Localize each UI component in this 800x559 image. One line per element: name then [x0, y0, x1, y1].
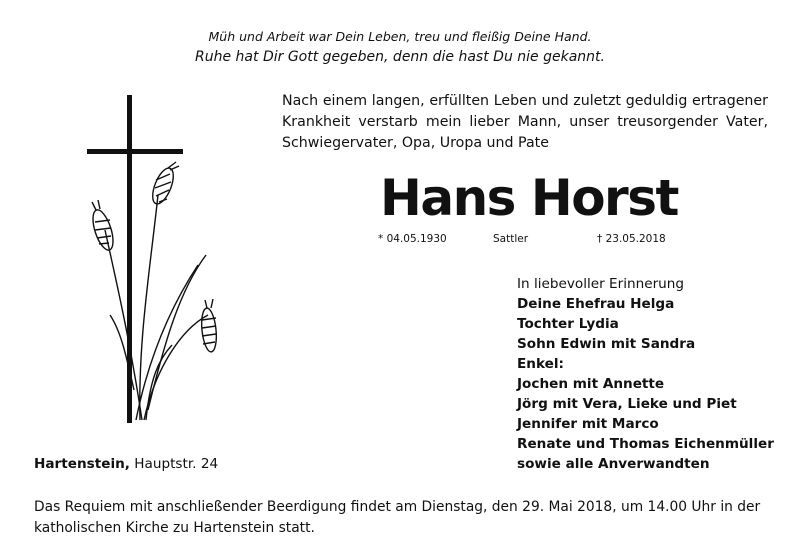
verse-line-2: Ruhe hat Dir Gott gegeben, denn die hast Du nie gekannt.: [195, 49, 605, 65]
mourner-line: Sohn Edwin mit Sandra: [517, 336, 696, 352]
mourner-line: Jochen mit Annette: [517, 376, 665, 392]
verse-line-1: Müh und Arbeit war Dein Leben, treu und fleißig Deine Hand.: [208, 29, 592, 44]
address-street: Hauptstr. 24: [134, 456, 219, 472]
mourner-line: Jennifer mit Marco: [517, 416, 659, 432]
mourner-line: Enkel:: [517, 356, 564, 372]
funeral-notice: Das Requiem mit anschließender Beerdigung findet am Dienstag, den 29. Mai 2018, um 14.00 Uhr in der katholischen Kirche zu Hartenstein statt.: [34, 499, 761, 536]
cross-and-wheat-illustration: [80, 90, 220, 430]
mourners-list: [517, 274, 787, 474]
birth-date: * 04.05.1930: [378, 233, 447, 245]
deceased-name: Hans Horst: [380, 169, 678, 227]
address: [34, 454, 218, 474]
mourner-line: Tochter Lydia: [517, 316, 619, 332]
mourner-line: Renate und Thomas Eichenmüller: [517, 436, 774, 452]
verse: [0, 27, 800, 67]
death-date: † 23.05.2018: [597, 233, 666, 245]
occupation: Sattler: [493, 233, 529, 245]
mourner-line: Jörg mit Vera, Lieke und Piet: [517, 396, 737, 412]
mourner-line: Deine Ehefrau Helga: [517, 296, 675, 312]
mourner-line: sowie alle Anverwandten: [517, 456, 710, 472]
mourners-heading: In liebevoller Erinnerung: [517, 276, 685, 292]
wheat-icon: [89, 162, 218, 420]
death-announcement-text: Nach einem langen, erfüllten Leben und zuletzt geduldig ertragener Krankheit verstarb mein lieber Mann, unser treusorgender Vater, Schwiegervater, Opa, Uropa und Pate: [282, 93, 768, 151]
address-city: Hartenstein,: [34, 456, 130, 472]
